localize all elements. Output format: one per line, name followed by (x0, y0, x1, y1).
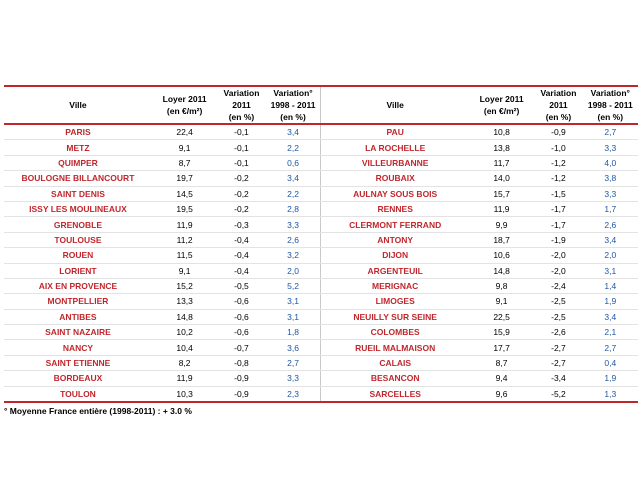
right-city-cell: LIMOGES (321, 294, 469, 309)
left-var2011-cell: -0,4 (217, 263, 265, 278)
left-city-cell: ANTIBES (4, 309, 152, 324)
left-city-cell: BOULOGNE BILLANCOURT (4, 171, 152, 186)
right-var98-cell: 1,9 (583, 371, 638, 386)
header-city-left: Ville (4, 86, 152, 124)
left-city-cell: QUIMPER (4, 155, 152, 170)
header-city-right: Ville (321, 86, 469, 124)
header-rent-right (469, 86, 534, 124)
header-var2011-line2: 2011 (549, 100, 568, 110)
header-var98-line1: Variation° (273, 88, 313, 98)
left-var2011-cell: -0,3 (217, 217, 265, 232)
right-city-cell: VILLEURBANNE (321, 155, 469, 170)
table-row (4, 171, 638, 186)
right-var2011-cell: -2,7 (534, 340, 582, 355)
header-var98-line2: 1998 - 2011 (270, 100, 316, 110)
left-rent-cell: 14,5 (152, 186, 217, 201)
header-rent-line1: Loyer 2011 (479, 94, 524, 104)
left-var2011-cell: -0,2 (217, 201, 265, 216)
right-city-cell: ANTONY (321, 232, 469, 247)
left-var98-cell: 3,3 (266, 371, 321, 386)
left-var2011-cell: -0,9 (234, 388, 249, 399)
right-rent-cell: 15,9 (469, 325, 534, 340)
header-var98-line1: Variation° (590, 88, 630, 98)
right-var2011-cell: -1,2 (534, 171, 582, 186)
left-city-cell: ROUEN (4, 248, 152, 263)
right-var98-cell: 2,6 (583, 217, 638, 232)
left-var98-cell: 2,2 (266, 186, 321, 201)
left-var2011-cell: -0,2 (217, 171, 265, 186)
left-var2011-cell: -0,4 (217, 248, 265, 263)
left-var98-cell: 5,2 (266, 278, 321, 293)
left-var98-cell: 3,1 (266, 294, 321, 309)
header-rent-line2: (en €/m²) (483, 106, 520, 116)
right-rent-cell: 18,7 (469, 232, 534, 247)
right-var98-cell: 0,4 (583, 355, 638, 370)
table-row (4, 355, 638, 370)
header-rent-line2: (en €/m²) (166, 106, 203, 116)
left-rent-cell: 9,1 (152, 140, 217, 155)
header-var2011-line1: Variation (223, 88, 260, 98)
header-var98-line2: 1998 - 2011 (587, 100, 633, 110)
header-var2011-line2: 2011 (232, 100, 251, 110)
header-var98-line3: (en %) (280, 112, 306, 122)
left-var98-cell: 2,7 (266, 355, 321, 370)
left-var2011-cell: -0,5 (217, 278, 265, 293)
right-var2011-cell: -2,5 (534, 309, 582, 324)
right-city-cell: SARCELLES (321, 386, 469, 402)
left-city-cell: AIX EN PROVENCE (4, 278, 152, 293)
right-var2011-cell: -3,4 (534, 371, 582, 386)
left-var98-cell: 3,6 (266, 340, 321, 355)
left-city-cell: MONTPELLIER (4, 294, 152, 309)
right-city-cell: CLERMONT FERRAND (321, 217, 469, 232)
right-var98-cell: 3,4 (583, 232, 638, 247)
left-var98-cell: 3,2 (266, 248, 321, 263)
right-rent-cell: 10,8 (469, 124, 534, 140)
right-city-cell: RUEIL MALMAISON (321, 340, 469, 355)
left-var98-cell: 3,4 (266, 124, 321, 140)
left-rent-cell: 13,3 (152, 294, 217, 309)
table-row (4, 124, 638, 140)
header-var2011-line1: Variation (540, 88, 577, 98)
left-var98-cell: 2,3 (287, 388, 299, 399)
right-rent-cell: 9,8 (469, 278, 534, 293)
left-var2011-cell: -0,4 (217, 232, 265, 247)
right-city-cell: RENNES (321, 201, 469, 216)
right-rent-cell: 14,0 (469, 171, 534, 186)
right-var2011-cell: -0,9 (534, 124, 582, 140)
right-var2011-cell: -2,0 (534, 263, 582, 278)
header-var98-left (266, 86, 321, 124)
left-var98-cell: 2,8 (266, 201, 321, 216)
right-city-cell: COLOMBES (321, 325, 469, 340)
left-city-cell: SAINT NAZAIRE (4, 325, 152, 340)
left-var2011-cell: -0,8 (217, 355, 265, 370)
left-var98-cell: 0,6 (266, 155, 321, 170)
table-row (4, 140, 638, 155)
table-row (4, 325, 638, 340)
left-var2011-cell: -0,7 (217, 340, 265, 355)
left-var98-cell: 3,1 (266, 309, 321, 324)
left-rent-cell: 8,7 (152, 155, 217, 170)
right-var2011-cell: -1,7 (534, 217, 582, 232)
left-city-cell: BORDEAUX (4, 371, 152, 386)
left-var98-cell: 2,0 (266, 263, 321, 278)
rent-table (4, 85, 638, 403)
left-var98-cell: 1,8 (266, 325, 321, 340)
left-rent-cell: 8,2 (152, 355, 217, 370)
left-var2011-cell: -0,6 (217, 309, 265, 324)
right-var98-cell: 3,8 (583, 171, 638, 186)
right-city-cell: CALAIS (321, 355, 469, 370)
left-rent-cell: 11,2 (152, 232, 217, 247)
right-var98-cell: 3,3 (583, 186, 638, 201)
table-row (4, 278, 638, 293)
left-city-cell: SAINT DENIS (4, 186, 152, 201)
table-row (4, 386, 638, 402)
right-rent-cell: 9,1 (469, 294, 534, 309)
right-city-cell: ARGENTEUIL (321, 263, 469, 278)
header-var98-line3: (en %) (597, 112, 624, 122)
right-rent-cell: 17,7 (469, 340, 534, 355)
right-rent-cell: 11,9 (469, 201, 534, 216)
left-var98-cell: 2,6 (266, 232, 321, 247)
left-rent-cell: 14,8 (152, 309, 217, 324)
right-var98-cell: 2,0 (583, 248, 638, 263)
header-var2011-line3: (en %) (228, 112, 255, 122)
table-row (4, 371, 638, 386)
right-var2011-cell: -1,9 (534, 232, 582, 247)
right-var2011-cell: -1,0 (534, 140, 582, 155)
left-rent-cell: 10,2 (152, 325, 217, 340)
right-city-cell: BESANCON (321, 371, 469, 386)
right-city-cell: MERIGNAC (321, 278, 469, 293)
left-rent-cell: 19,7 (152, 171, 217, 186)
left-var2011-cell: -0,2 (217, 186, 265, 201)
right-var98-cell: 1,9 (583, 294, 638, 309)
table-row (4, 232, 638, 247)
right-var98-cell: 2,7 (583, 340, 638, 355)
left-rent-cell: 22,4 (152, 124, 217, 140)
footnote: ° Moyenne France entière (1998-2011) : + 3.0 % (4, 406, 192, 417)
table-body (4, 124, 638, 402)
right-var2011-cell: -2,6 (534, 325, 582, 340)
right-var2011-cell: -1,2 (534, 155, 582, 170)
header-rent-left (152, 86, 217, 124)
left-city-cell: PARIS (4, 124, 152, 140)
right-rent-cell: 8,7 (469, 355, 534, 370)
header-var98-right (583, 86, 638, 124)
right-rent-cell: 9,6 (495, 388, 508, 399)
right-city-cell: DIJON (321, 248, 469, 263)
left-city-cell: GRENOBLE (4, 217, 152, 232)
left-rent-cell: 9,1 (152, 263, 217, 278)
left-var2011-cell: -0,1 (217, 124, 265, 140)
right-var98-cell: 1,4 (583, 278, 638, 293)
right-rent-cell: 15,7 (469, 186, 534, 201)
left-var98-cell: 2,2 (266, 140, 321, 155)
right-rent-cell: 14,8 (469, 263, 534, 278)
left-var2011-cell: -0,9 (217, 371, 265, 386)
left-var2011-cell: -0,1 (217, 140, 265, 155)
right-var98-cell: 1,3 (604, 388, 617, 399)
right-rent-cell: 13,8 (469, 140, 534, 155)
header-rent-line1: Loyer 2011 (162, 94, 207, 104)
right-rent-cell: 9,9 (469, 217, 534, 232)
right-city-cell: PAU (321, 124, 469, 140)
right-var2011-cell: -5,2 (551, 388, 566, 399)
left-rent-cell: 11,9 (152, 371, 217, 386)
left-rent-cell: 11,9 (152, 217, 217, 232)
left-city-cell: METZ (4, 140, 152, 155)
rent-table-sheet (4, 85, 638, 416)
left-var2011-cell: -0,6 (217, 294, 265, 309)
left-var98-cell: 3,4 (266, 171, 321, 186)
left-city-cell: NANCY (4, 340, 152, 355)
right-city-cell: AULNAY SOUS BOIS (321, 186, 469, 201)
right-var2011-cell: -2,7 (534, 355, 582, 370)
right-var98-cell: 3,3 (583, 140, 638, 155)
table-row (4, 155, 638, 170)
right-city-cell: ROUBAIX (321, 171, 469, 186)
left-var2011-cell: -0,1 (217, 155, 265, 170)
header-var2011-right (534, 86, 582, 124)
table-header-row (4, 86, 638, 124)
right-rent-cell: 10,6 (469, 248, 534, 263)
right-var2011-cell: -1,5 (534, 186, 582, 201)
left-rent-cell: 10,4 (152, 340, 217, 355)
table-row (4, 294, 638, 309)
table-row (4, 217, 638, 232)
right-var2011-cell: -1,7 (534, 201, 582, 216)
table-row (4, 248, 638, 263)
left-rent-cell: 10,3 (176, 388, 193, 399)
left-var2011-cell: -0,6 (217, 325, 265, 340)
right-rent-cell: 9,4 (469, 371, 534, 386)
table-row (4, 201, 638, 216)
right-var98-cell: 3,1 (583, 263, 638, 278)
right-var2011-cell: -2,5 (534, 294, 582, 309)
left-rent-cell: 15,2 (152, 278, 217, 293)
header-var2011-line3: (en %) (545, 112, 572, 122)
right-var98-cell: 2,1 (583, 325, 638, 340)
right-rent-cell: 22,5 (469, 309, 534, 324)
right-city-cell: LA ROCHELLE (321, 140, 469, 155)
left-var98-cell: 3,3 (266, 217, 321, 232)
right-var98-cell: 4,0 (583, 155, 638, 170)
header-var2011-left (217, 86, 265, 124)
right-city-cell: NEUILLY SUR SEINE (321, 309, 469, 324)
left-city-cell: SAINT ETIENNE (4, 355, 152, 370)
left-city-cell: ISSY LES MOULINEAUX (4, 201, 152, 216)
right-var98-cell: 2,7 (583, 124, 638, 140)
right-rent-cell: 11,7 (469, 155, 534, 170)
table-row (4, 263, 638, 278)
table-row (4, 186, 638, 201)
table-row (4, 309, 638, 324)
right-var2011-cell: -2,4 (534, 278, 582, 293)
left-rent-cell: 19,5 (152, 201, 217, 216)
left-rent-cell: 11,5 (152, 248, 217, 263)
table-row (4, 340, 638, 355)
left-city-cell: LORIENT (4, 263, 152, 278)
left-city-cell: TOULOUSE (4, 232, 152, 247)
right-var98-cell: 1,7 (583, 201, 638, 216)
right-var2011-cell: -2,0 (534, 248, 582, 263)
left-city-cell: TOULON (60, 388, 96, 399)
right-var98-cell: 3,4 (583, 309, 638, 324)
